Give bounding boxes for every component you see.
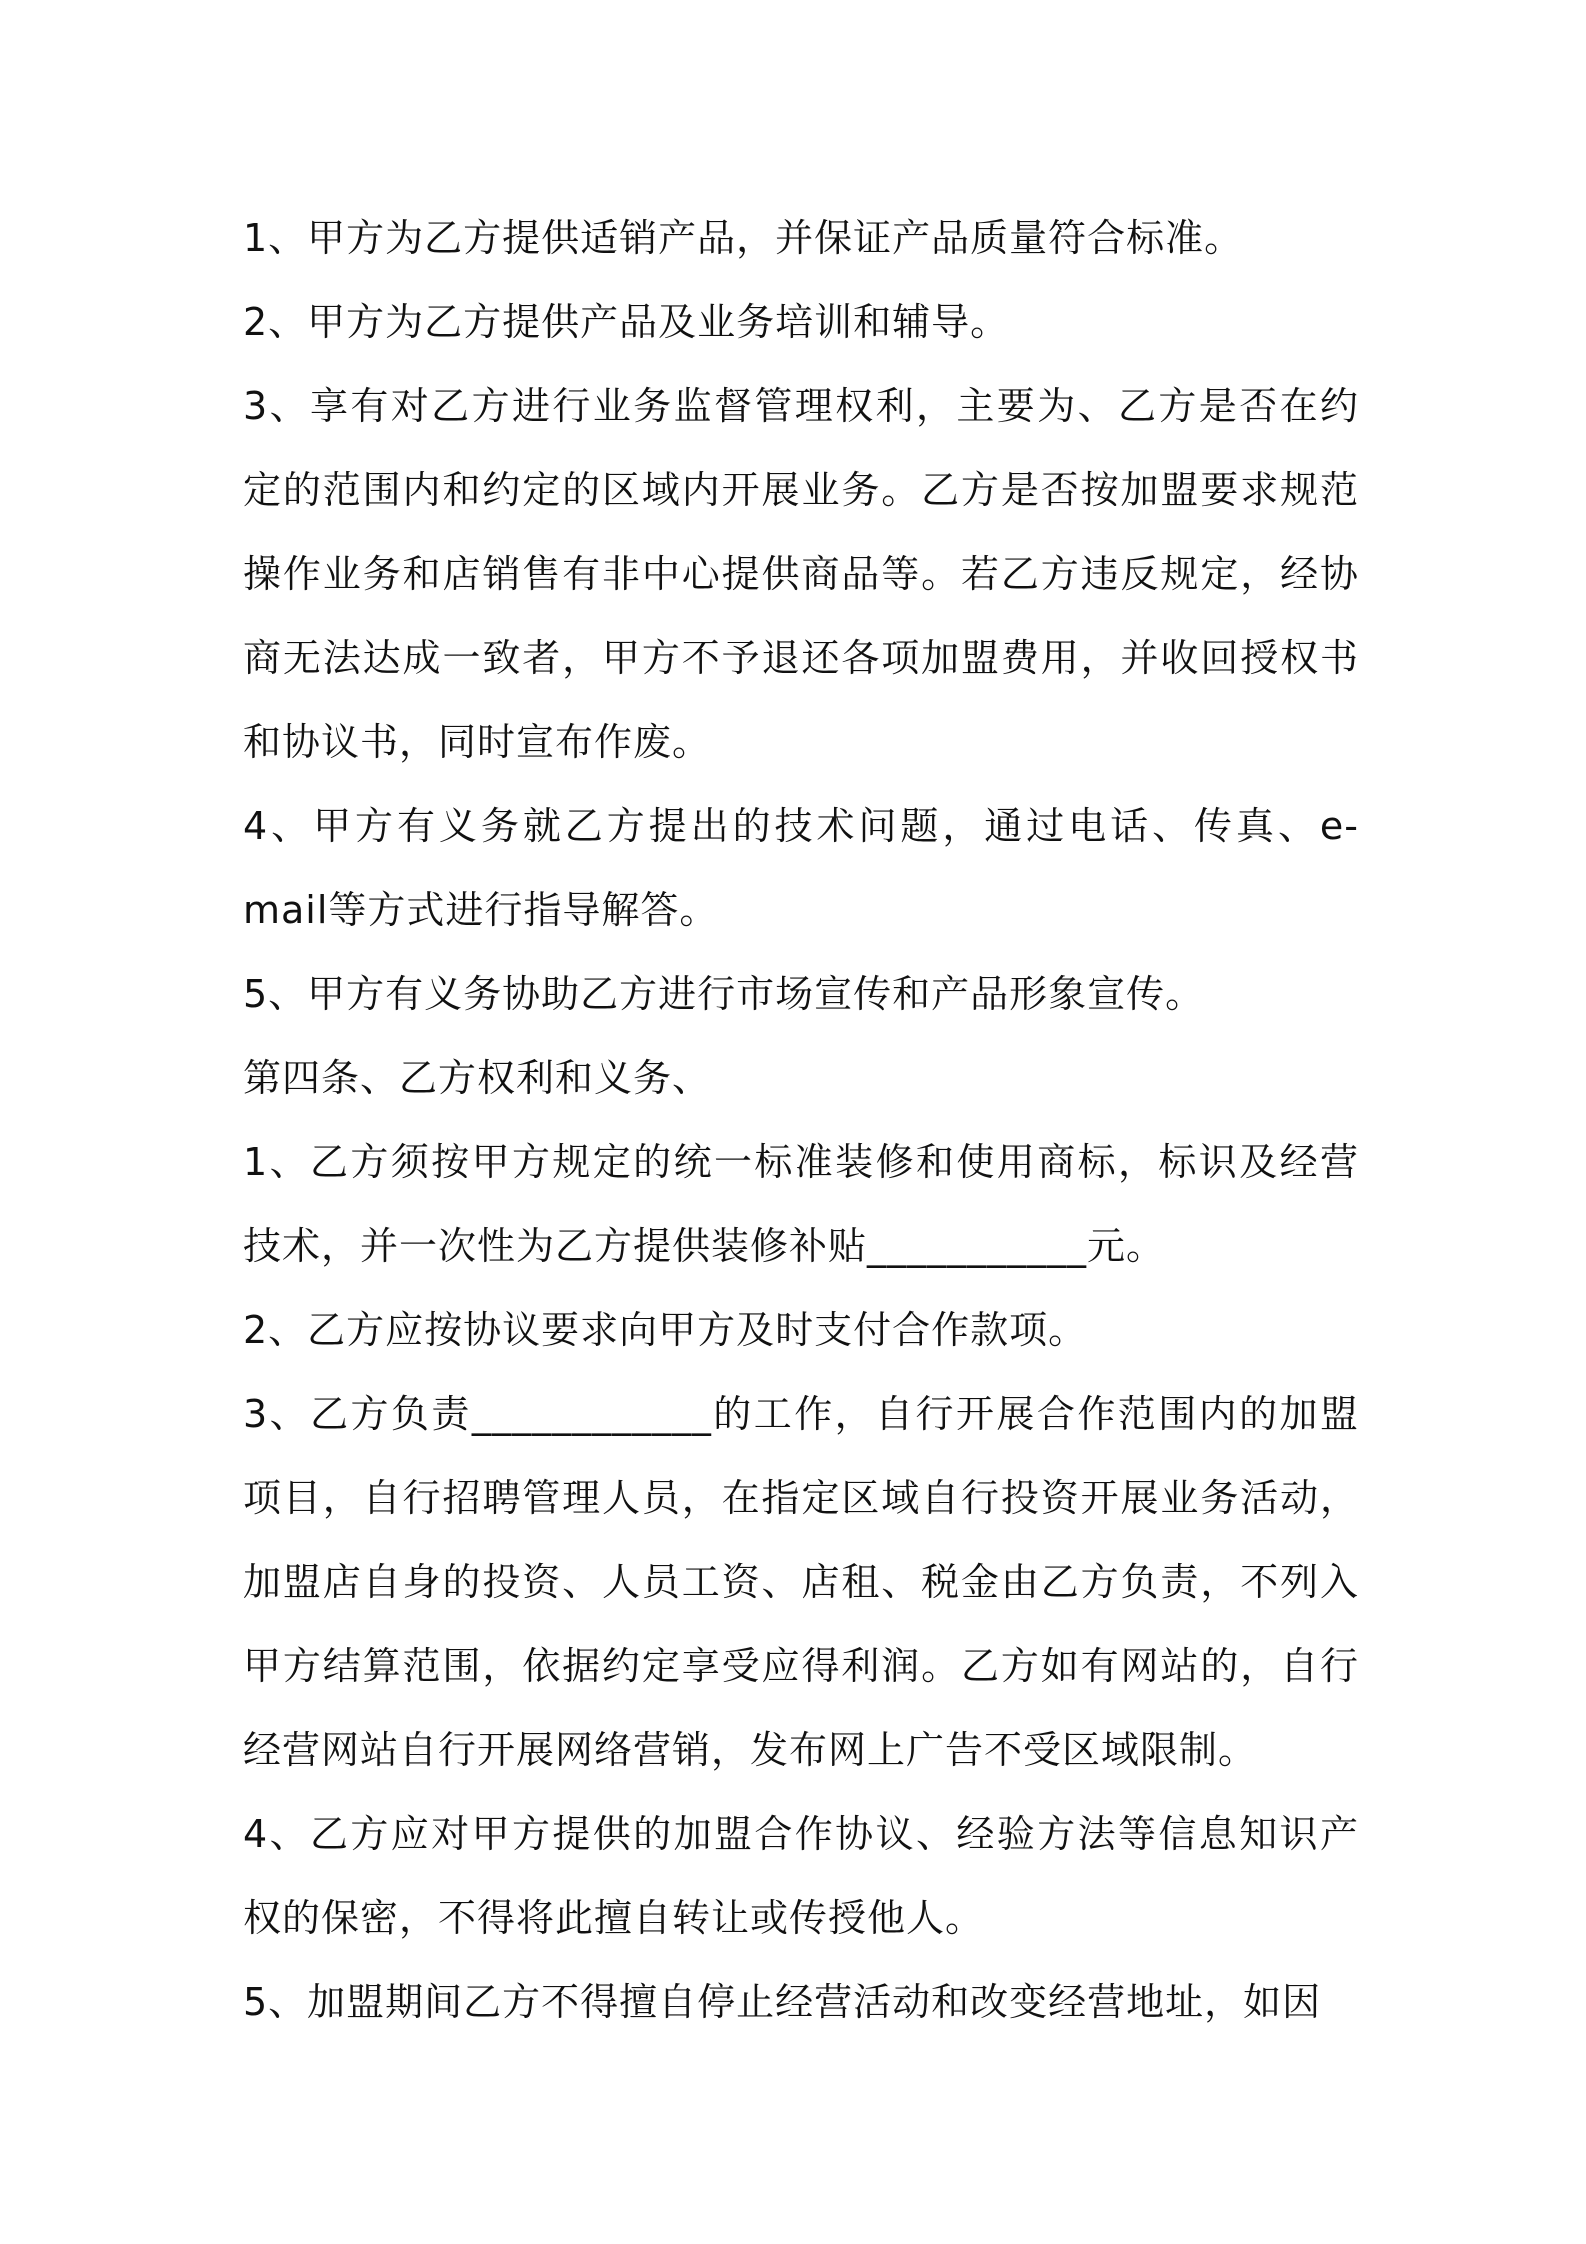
document-body <box>243 196 1359 2044</box>
section-heading: 第四条、乙方权利和义务、 <box>243 1056 712 1100</box>
paragraph-6: 1、乙方须按甲方规定的统一标准装修和使用商标，标识及经营技术，并一次性为乙方提供装修补贴___________元。 <box>243 1140 1359 1268</box>
paragraph-5: 5、甲方有义务协助乙方进行市场宣传和产品形象宣传。 <box>243 972 1205 1016</box>
paragraph-10: 5、加盟期间乙方不得擅自停止经营活动和改变经营地址，如因 <box>243 1980 1322 2024</box>
paragraph-8: 3、乙方负责____________的工作，自行开展合作范围内的加盟项目，自行招聘管理人员，在指定区域自行投资开展业务活动，加盟店自身的投资、人员工资、店租、税金由乙方负责，不列入甲方结算范围，依据约定享受应得利润。乙方如有网站的，自行经营网站自行开展网络营销，发布网上广告不受区域限制。 <box>243 1392 1359 1772</box>
paragraph-9: 4、乙方应对甲方提供的加盟合作协议、经验方法等信息知识产权的保密，不得将此擅自转让或传授他人。 <box>243 1812 1359 1940</box>
paragraph-4: 4、甲方有义务就乙方提出的技术问题，通过电话、传真、e-mail等方式进行指导解答。 <box>243 804 1359 932</box>
paragraph-7: 2、乙方应按协议要求向甲方及时支付合作款项。 <box>243 1308 1088 1352</box>
paragraph-3: 3、享有对乙方进行业务监督管理权利，主要为、乙方是否在约定的范围内和约定的区域内开展业务。乙方是否按加盟要求规范操作业务和店销售有非中心提供商品等。若乙方违反规定，经协商无法达成一致者，甲方不予退还各项加盟费用，并收回授权书和协议书，同时宣布作废。 <box>243 384 1359 764</box>
paragraph-1: 1、甲方为乙方提供适销产品，并保证产品质量符合标准。 <box>243 216 1244 260</box>
paragraph-2: 2、甲方为乙方提供产品及业务培训和辅导。 <box>243 300 1010 344</box>
